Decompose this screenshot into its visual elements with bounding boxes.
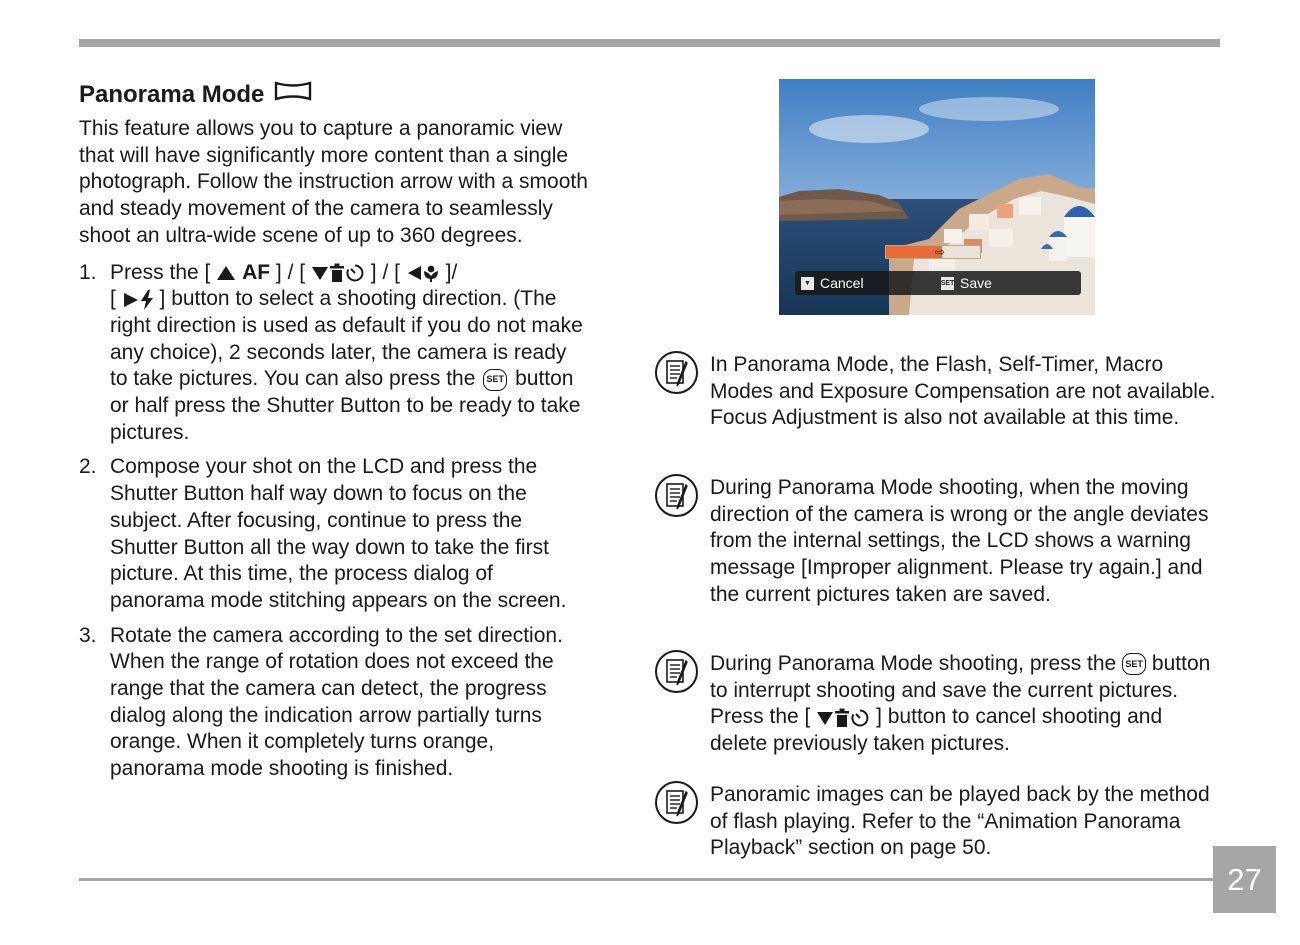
left-column [79, 80, 589, 791]
note-icon [654, 473, 699, 518]
note-text: During Panorama Mode shooting, when the moving direction of the camera is wrong or the angle deviates from the internal settings, the LCD shows a warning message [Improper alignment. Please try again.] and the current pictures taken are saved. [710, 476, 1209, 606]
step-text-part: ] / [ [275, 260, 306, 284]
progress-fill [886, 246, 942, 258]
direction-arrow-icon: ⇨ [935, 245, 946, 259]
step-text-part: ] / [ [370, 260, 400, 284]
bottom-rule [79, 878, 1213, 881]
step-text: Compose your shot on the LCD and press the Shutter Button half way down to focus on the subject. After focusing, continue to press the Shutter Button all the way down to take the first picture. At this time, the process dialog of panorama mode stitching appears on the screen. [110, 455, 567, 612]
step-text [110, 260, 589, 447]
note-text-part: button to interrupt shooting and save the current pictures. Press the [ [710, 652, 1211, 729]
save-label: Save [960, 275, 992, 291]
self-timer-icon [345, 263, 365, 283]
section-title: Panorama Mode [79, 81, 265, 108]
set-key-icon: SET [941, 277, 954, 290]
set-button-icon: SET [1122, 653, 1146, 675]
note-item [654, 651, 1224, 758]
note-icon [654, 780, 699, 825]
panorama-progress-bar [885, 245, 981, 259]
down-triangle-icon [816, 710, 834, 726]
self-timer-icon [850, 708, 870, 728]
note-item [654, 352, 1224, 432]
down-triangle-icon [311, 265, 329, 281]
step-text-part: [ [110, 287, 116, 311]
section-heading [79, 80, 589, 110]
list-item [79, 260, 589, 447]
set-button-icon: SET [483, 369, 507, 391]
note-text: Panoramic images can be played back by the method of flash playing. Refer to the “Animation Panorama Playback” section on page 50. [710, 783, 1210, 860]
step-text-part: button or half press the Shutter Button to be ready to take pictures. [110, 367, 581, 444]
intro-paragraph: This feature allows you to capture a panoramic view that will have significantly more content than a single photograph. Follow the instruction arrow with a smooth and steady movement of the camera to seamlessly shoot an ultra-wide scene of up to 360 degrees. [79, 117, 588, 247]
step-text-part: ]/ [445, 260, 458, 284]
camera-action-bar [795, 271, 1081, 295]
note-text [710, 651, 1224, 758]
note-text-part: During Panorama Mode shooting, press the [710, 652, 1117, 675]
trash-icon [329, 263, 345, 283]
top-rule [79, 39, 1220, 47]
right-triangle-icon [122, 292, 140, 308]
trash-icon [834, 708, 850, 728]
note-item [654, 782, 1224, 862]
up-triangle-icon [216, 265, 236, 281]
left-triangle-icon [406, 265, 422, 281]
camera-lcd-screenshot [779, 79, 1095, 315]
step-number: 1. [79, 260, 97, 284]
down-key-icon: ▼ [801, 277, 814, 290]
step-text-part: ] button to select a shooting direction. (The right direction is used as default if you do not make any choice), 2 seconds later, the camera is ready to take pictures. You can also press the [110, 287, 583, 391]
page-number: 27 [1213, 846, 1276, 913]
step-text-part: Press the [ [110, 260, 211, 284]
cancel-label: Cancel [820, 275, 864, 291]
step-number: 3. [79, 623, 97, 647]
note-item [654, 475, 1224, 609]
step-text: Rotate the camera according to the set direction. When the range of rotation does not exceed the range that the camera can detect, the progress dialog along the indication arrow partially turns orange. When it completely turns orange, panorama mode shooting is finished. [110, 623, 563, 781]
steps-list [79, 260, 589, 783]
af-label: AF [242, 260, 271, 284]
save-hint [941, 275, 992, 291]
panorama-mode-icon [274, 80, 312, 110]
note-text-part: ] button to cancel shooting and delete previously taken pictures. [710, 705, 1163, 756]
note-icon [654, 350, 699, 395]
list-item [79, 623, 589, 783]
note-text: In Panorama Mode, the Flash, Self-Timer, Macro Modes and Exposure Compensation are not available. Focus Adjustment is also not available at this time. [710, 353, 1216, 430]
list-item [79, 454, 589, 614]
step-number: 2. [79, 455, 97, 479]
macro-flower-icon [422, 264, 440, 282]
cancel-hint [801, 275, 864, 291]
flash-icon [140, 290, 154, 310]
note-icon [654, 649, 699, 694]
